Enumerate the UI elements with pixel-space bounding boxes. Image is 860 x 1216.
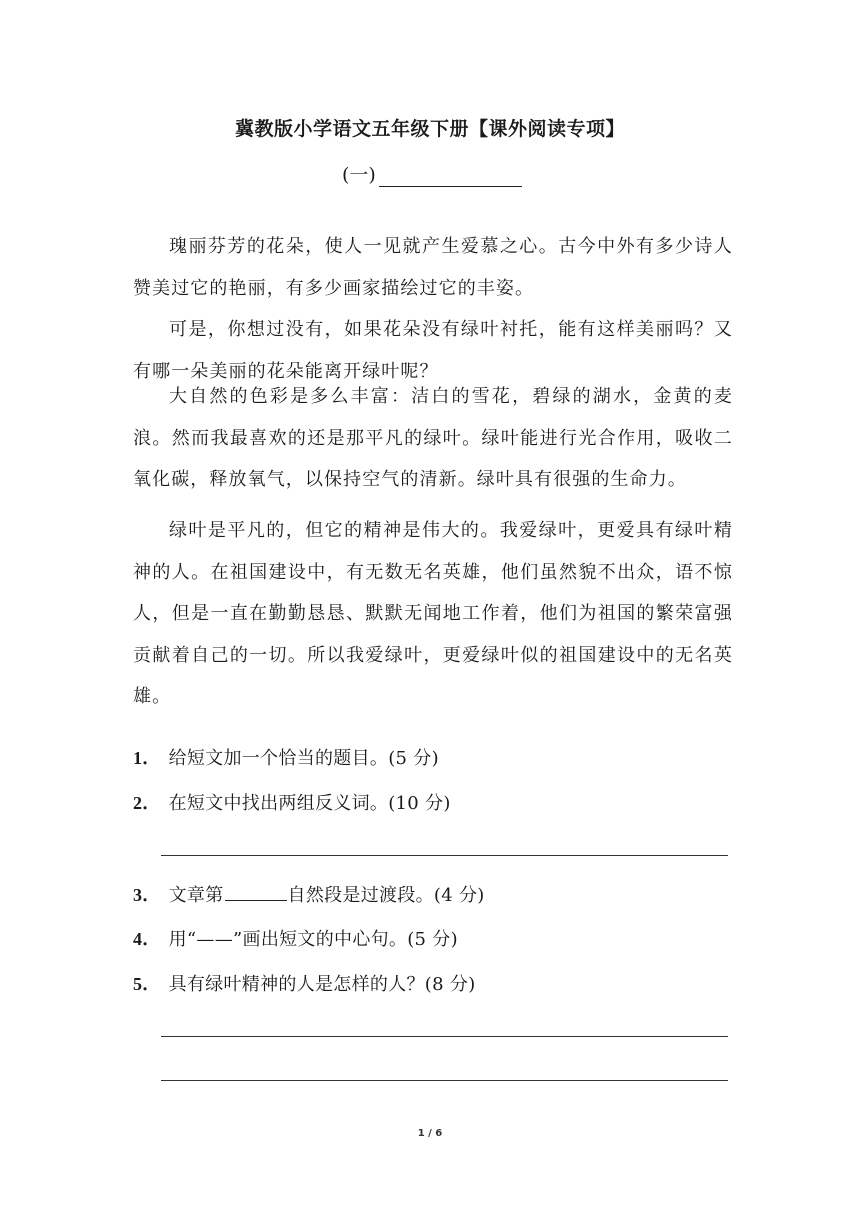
paragraph-1: 瑰丽芬芳的花朵，使人一见就产生爱慕之心。古今中外有多少诗人赞美过它的艳丽，有多少画家描绘过它的丰姿。 [133, 236, 733, 299]
question-5 [133, 972, 733, 997]
document-title: 冀教版小学语文五年级下册【课外阅读专项】 [234, 118, 625, 140]
page-number: 1 / 6 [417, 1128, 443, 1139]
section-title-blank [379, 168, 522, 187]
section-label: (一) [342, 164, 376, 186]
question-3-text-after: 自然段是过渡段。(4 分) [287, 885, 485, 906]
answer-line-q5-2[interactable] [161, 1080, 728, 1081]
question-1-text: 给短文加一个恰当的题目。(5 分) [168, 748, 439, 769]
question-2-text: 在短文中找出两组反义词。(10 分) [168, 793, 451, 814]
question-3 [133, 883, 733, 908]
question-2 [133, 791, 733, 816]
question-4-number: 4． [133, 929, 161, 949]
answer-line-q2[interactable] [161, 855, 728, 856]
question-3-text-before: 文章第 [168, 885, 224, 906]
section-heading [342, 160, 522, 187]
question-4 [133, 927, 733, 952]
paragraph-2: 可是，你想过没有，如果花朵没有绿叶衬托，能有这样美丽吗？又有哪一朵美丽的花朵能离开绿叶呢？ [133, 319, 733, 382]
paragraph-4: 绿叶是平凡的，但它的精神是伟大的。我爱绿叶，更爱具有绿叶精神的人。在祖国建设中，有无数无名英雄，他们虽然貌不出众，语不惊人，但是一直在勤勤恳恳、默默无闻地工作着，他们为祖国的繁荣富强贡献着自己的一切。所以我爱绿叶，更爱绿叶似的祖国建设中的无名英雄。 [133, 520, 733, 707]
question-5-text: 具有绿叶精神的人是怎样的人？(8 分) [168, 974, 476, 995]
paragraph-3: 大自然的色彩是多么丰富：洁白的雪花，碧绿的湖水，金黄的麦浪。然而我最喜欢的还是那平凡的绿叶。绿叶能进行光合作用，吸收二氧化碳，释放氧气，以保持空气的清新。绿叶具有很强的生命力。 [133, 386, 733, 490]
question-5-number: 5． [133, 974, 161, 994]
question-1-number: 1． [133, 748, 161, 768]
question-2-number: 2． [133, 793, 161, 813]
answer-line-q5-1[interactable] [161, 1036, 728, 1037]
question-3-number: 3． [133, 885, 161, 905]
question-3-fill-blank[interactable] [225, 883, 287, 901]
question-1 [133, 746, 733, 771]
question-4-text: 用“——”画出短文的中心句。(5 分) [168, 929, 458, 950]
